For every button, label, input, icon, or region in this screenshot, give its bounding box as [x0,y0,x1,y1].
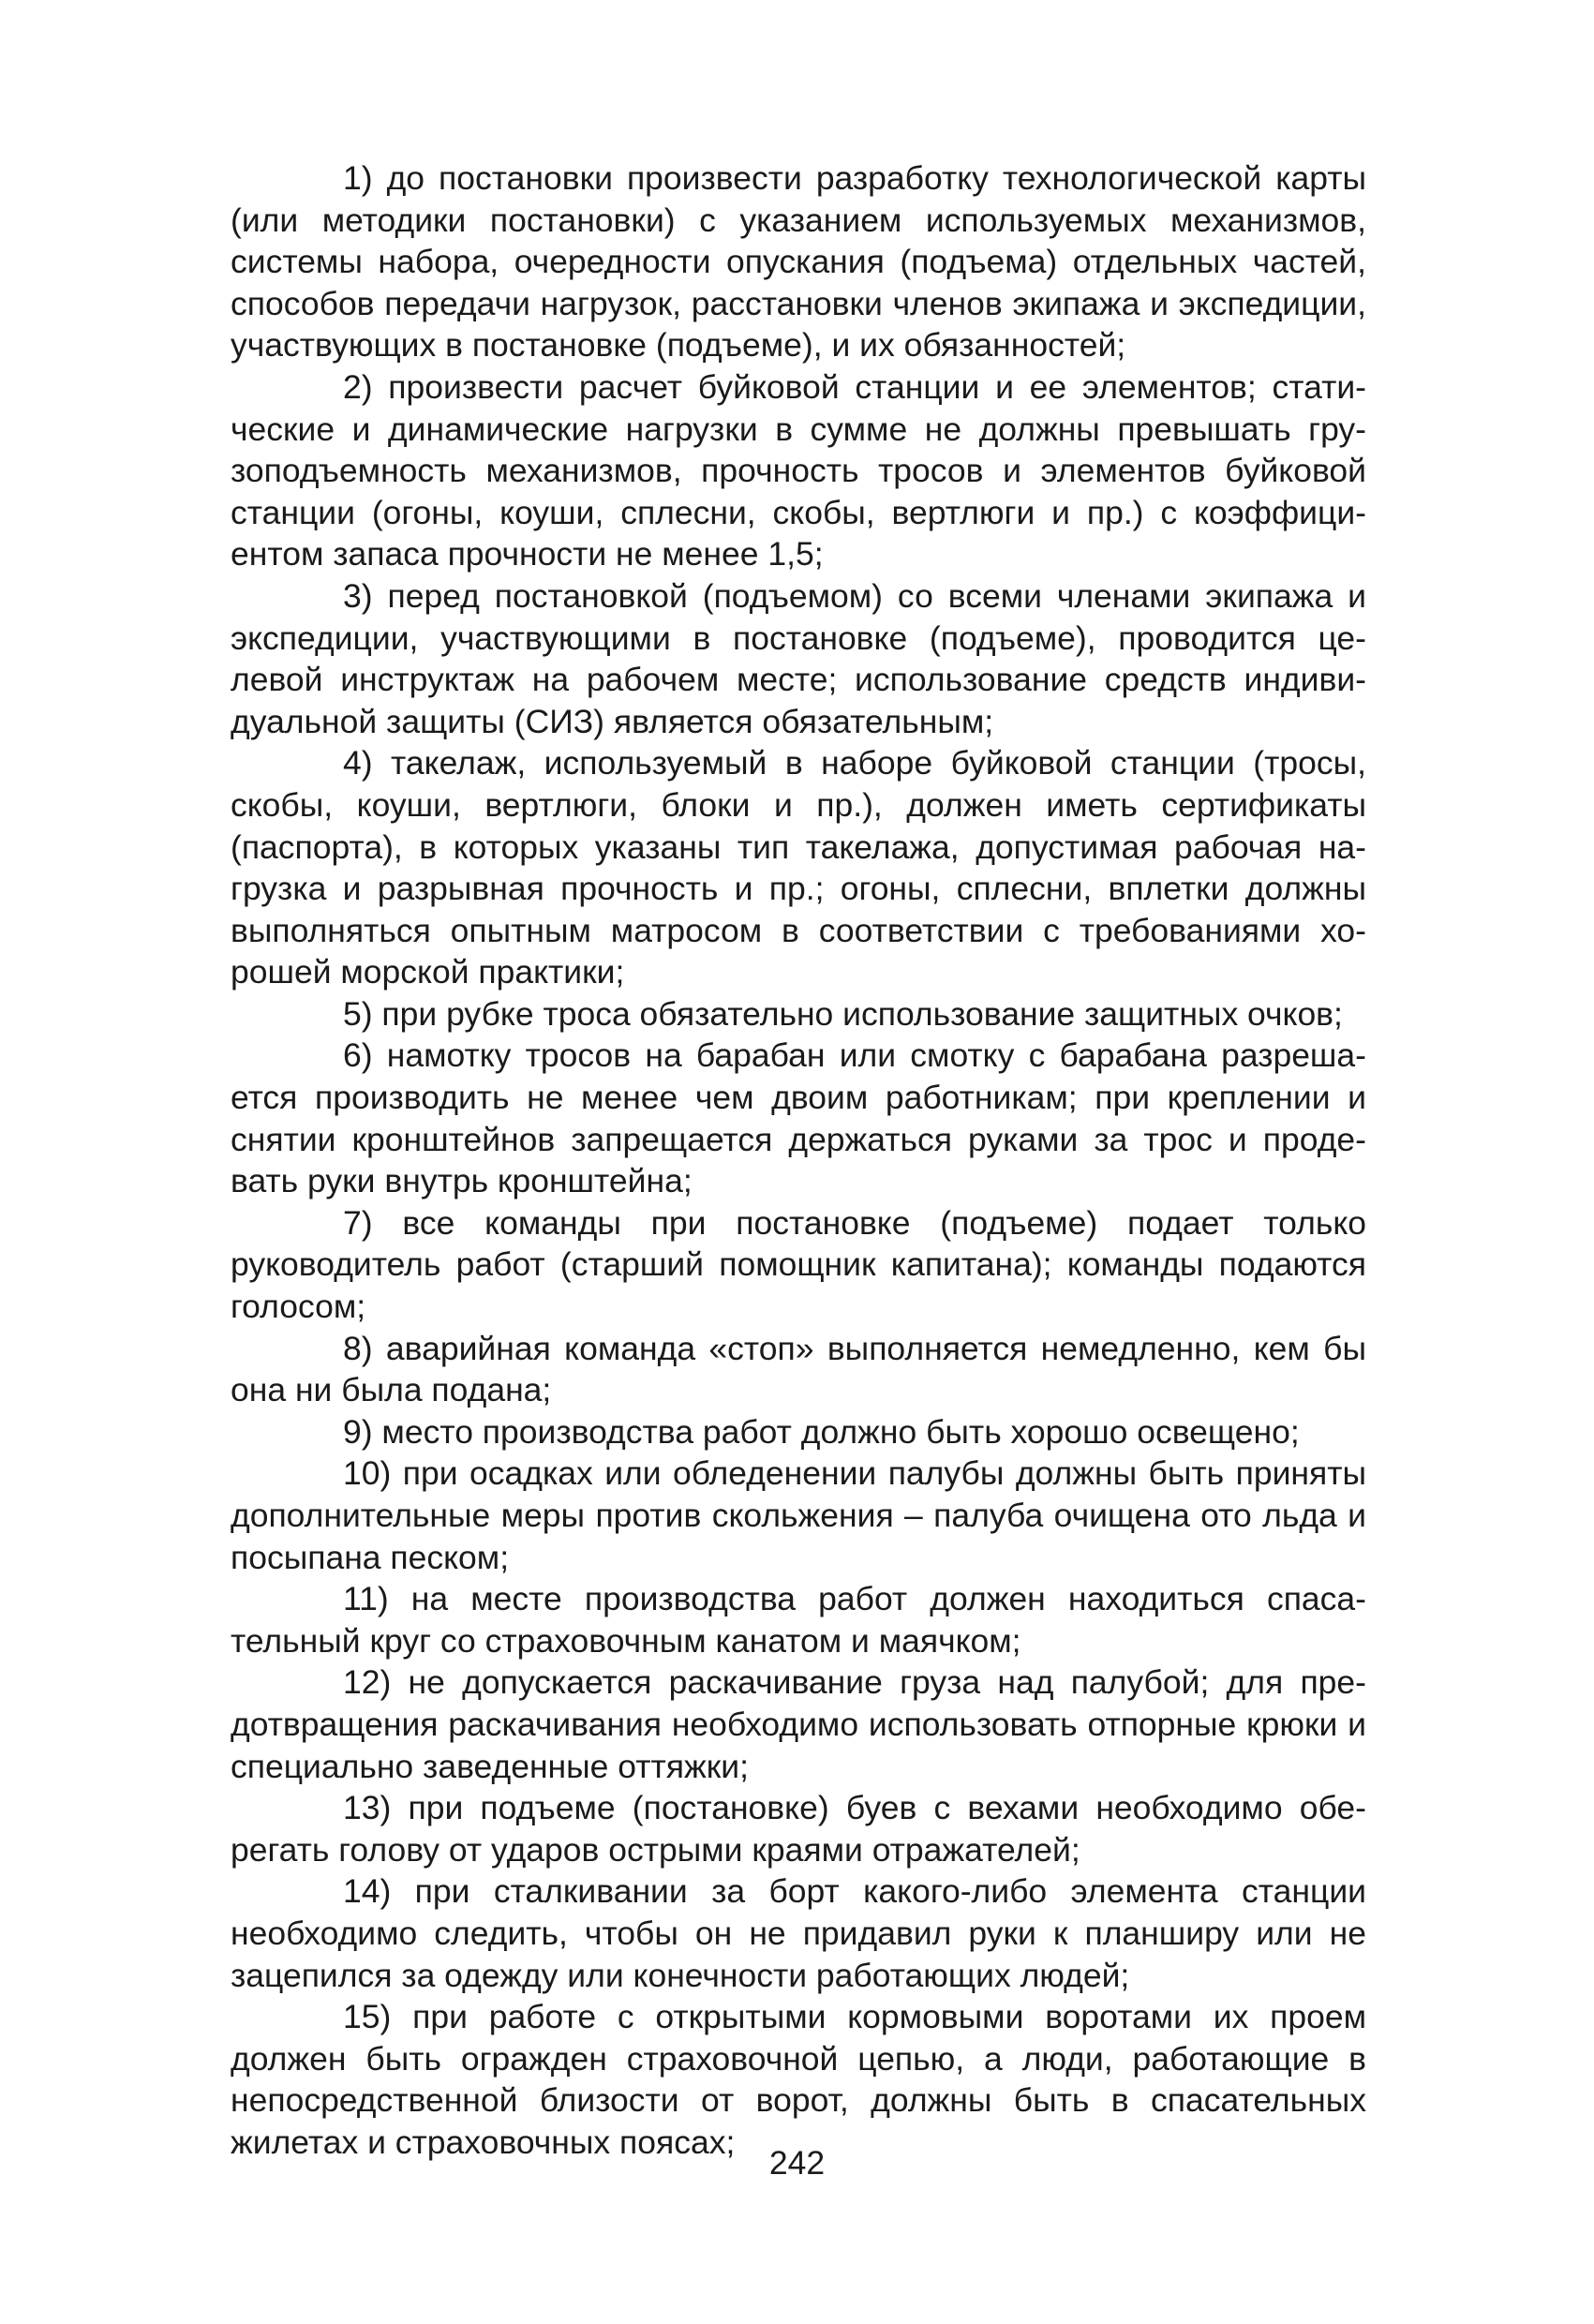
paragraph-item-13: 13) при подъеме (постановке) буев с вехами необходимо оберегать голову от ударов острыми краями отражателей; [231,1789,1366,1869]
paragraph-item-9: 9) место производства работ должно быть хорошо освещено; [343,1412,1300,1451]
paragraph-item-7: 7) все команды при постановке (подъеме) подает только руководитель работ (старший помощник капитана); команды подаются голосом; [231,1203,1366,1326]
paragraph-item-8: 8) аварийная команда «стоп» выполняется немедленно, кем бы она ни была подана; [231,1329,1366,1409]
paragraph-item-12: 12) не допускается раскачивание груза над палубой; для предотвращения раскачивания необходимо использовать отпорные крюки и специально заведенные оттяжки; [231,1663,1366,1785]
paragraph-item-2: 2) произвести расчет буйковой станции и ее элементов; статические и динамические нагрузки в сумме не должны превышать грузоподъемность механизмов, прочность тросов и элементов буйковой станции (огоны, коуши, сплесни, скобы, вертлюги и пр.) с коэффициентом запаса прочности не менее 1,5; [231,367,1366,574]
paragraph-item-11: 11) на месте производства работ должен находиться спасательный круг со страховочным канатом и маячком; [231,1580,1366,1660]
paragraph-item-5: 5) при рубке троса обязательно использование защитных очков; [343,994,1343,1033]
page-number: 242 [768,2144,826,2182]
paragraph-item-6: 6) намотку тросов на барабан или смотку с барабана разрешается производить не менее чем двоим работникам; при креплении и снятии кронштейнов запрещается держаться руками за трос и продевать руки внутрь кронштейна; [231,1036,1366,1200]
paragraph-item-1: 1) до постановки произвести разработку технологической карты (или методики постановки) с указанием используемых механизмов, системы набора, очередности опускания (подъема) отдельных частей, способов передачи нагрузок, расстановки членов экипажа и экспедиции, участвующих в постановке (подъеме), и их обязанностей; [231,159,1366,365]
paragraph-item-14: 14) при сталкивании за борт какого-либо элемента станции необходимо следить, чтобы он не придавил руки к планширу или не зацепился за одежду или конечности работающих людей; [231,1872,1366,1994]
paragraph-item-3: 3) перед постановкой (подъемом) со всеми членами экипажа и экспедиции, участвующими в постановке (подъеме), проводится целевой инструктаж на рабочем месте; использование средств индивидуальной защиты (СИЗ) является обязательным; [231,576,1366,740]
paragraph-item-10: 10) при осадках или обледенении палубы должны быть приняты дополнительные меры против скольжения – палуба очищена ото льда и посыпана песком; [231,1454,1366,1576]
paragraph-item-15: 15) при работе с открытыми кормовыми воротами их проем должен быть огражден страховочной цепью, а люди, работающие в непосредственной близости от ворот, должны быть в спасательных жилетах и страховочных поясах; [231,1998,1366,2161]
paragraph-item-4: 4) такелаж, используемый в наборе буйковой станции (тросы, скобы, коуши, вертлюги, блоки и пр.), должен иметь сертификаты (паспорта), в которых указаны тип такелажа, допустимая рабочая нагрузка и разрывная прочность и пр.; огоны, сплесни, вплетки должны выполняться опытным матросом в соответствии с требованиями хорошей морской практики; [231,744,1366,991]
page-body [231,157,1366,2164]
